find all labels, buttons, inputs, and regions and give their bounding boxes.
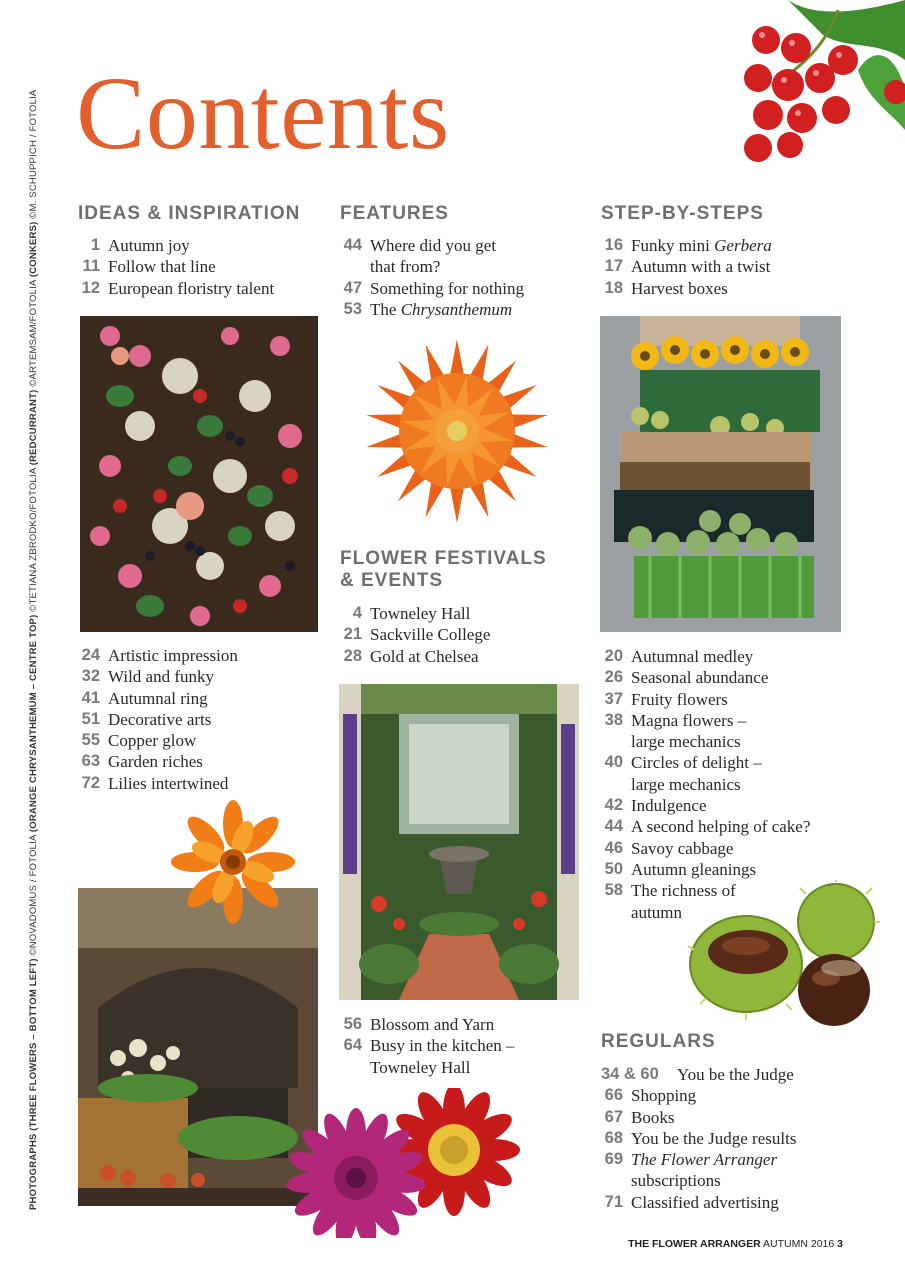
list-item[interactable]: 44 Where did you get that from? — [343, 236, 497, 277]
list-item[interactable]: 72 Lilies intertwined — [81, 773, 229, 793]
list-item[interactable]: 28 Gold at Chelsea — [343, 646, 479, 666]
magazine-name: THE FLOWER ARRANGER — [628, 1238, 761, 1250]
page-number: 3 — [837, 1238, 843, 1250]
list-item[interactable]: 55 Copper glow — [81, 731, 197, 751]
harvest-boxes-photo — [600, 316, 841, 632]
ideas-bottom-list — [78, 645, 328, 794]
list-item[interactable]: 4 Towneley Hall — [352, 604, 471, 623]
list-item[interactable]: 12 European floristry talent — [81, 278, 275, 298]
chelsea-garden-photo — [339, 684, 579, 1000]
marigold-flower-image — [170, 800, 296, 924]
list-item[interactable]: 38 Magna flowers – large mechanics — [604, 710, 747, 752]
ideas-top-list — [78, 235, 328, 299]
list-item[interactable]: 18 Harvest boxes — [604, 278, 728, 298]
list-item[interactable]: 50 Autumn gleanings — [604, 859, 757, 879]
list-item[interactable]: 26 Seasonal abundance — [604, 668, 769, 688]
list-item[interactable]: 21 Sackville College — [343, 625, 491, 645]
photo-credit: PHOTOGRAPHS (THREE FLOWERS – BOTTOM LEFT) ©NOVADOMUS / FOTOLIA (ORANGE CHRYSANTHEMUM – CENTRE TOP) ©TETIANA ZBRODKO/FOTOLIA (REDCURRANT) ©ARTEMSAM/FOTOLIA (CONKERS) ©M. SCHUPPICH / FOTOLIA — [28, 89, 39, 1210]
list-item[interactable]: 63 Garden riches — [81, 752, 203, 772]
redcurrant-image — [728, 0, 905, 170]
list-item[interactable]: 11 Follow that line — [82, 257, 216, 277]
list-item[interactable]: 1 Autumn joy — [90, 236, 190, 255]
list-item[interactable]: 37 Fruity flowers — [604, 689, 728, 709]
list-item[interactable]: 67 Books — [604, 1107, 675, 1127]
festivals-bottom-list — [340, 1014, 590, 1078]
list-item[interactable]: 16 Funky mini Gerbera — [604, 236, 772, 255]
dahlia-and-gerbera-image — [282, 1088, 522, 1238]
list-item[interactable]: 46 Savoy cabbage — [604, 838, 734, 858]
list-item[interactable]: 58 The richness of autumn — [604, 881, 736, 922]
list-item[interactable]: 17 Autumn with a twist — [604, 257, 771, 277]
chrysanthemum-flower-image — [360, 334, 554, 528]
features-list — [340, 235, 590, 320]
section-heading-festivals: FLOWER FESTIVALS & EVENTS — [340, 548, 547, 591]
page-title: Contents — [76, 56, 450, 171]
list-item[interactable]: 32 Wild and funky — [81, 667, 215, 687]
list-item[interactable]: 56 Blossom and Yarn — [343, 1015, 495, 1034]
list-item[interactable]: 71 Classified advertising — [604, 1192, 779, 1212]
section-heading-steps: STEP-BY-STEPS — [601, 203, 764, 224]
list-item[interactable]: 42 Indulgence — [604, 796, 707, 816]
section-heading-ideas: IDEAS & INSPIRATION — [78, 203, 301, 224]
list-item[interactable]: 51 Decorative arts — [81, 709, 212, 729]
list-item[interactable]: 68 You be the Judge results — [604, 1128, 797, 1148]
list-item[interactable]: 20 Autumnal medley — [604, 647, 754, 666]
issue-label: AUTUMN 2016 — [763, 1238, 835, 1250]
list-item[interactable]: 69 The Flower Arranger subscriptions — [604, 1150, 778, 1191]
steps-top-list — [601, 235, 861, 299]
list-item[interactable]: 66 Shopping — [604, 1086, 697, 1106]
wreath-photo — [80, 316, 318, 632]
page-footer — [628, 1238, 843, 1250]
section-heading-features: FEATURES — [340, 203, 449, 224]
list-item[interactable]: 44 A second helping of cake? — [604, 817, 811, 837]
list-item[interactable]: 41 Autumnal ring — [81, 688, 208, 708]
list-item[interactable]: 40 Circles of delight – large mechanics — [604, 753, 762, 794]
festivals-list — [340, 603, 590, 667]
conkers-image — [686, 880, 882, 1026]
list-item[interactable]: 47 Something for nothing — [343, 278, 524, 298]
regulars-list — [601, 1064, 861, 1213]
list-item[interactable]: 53 The Chrysanthemum — [343, 299, 513, 319]
list-item[interactable]: 24 Artistic impression — [81, 646, 238, 665]
section-heading-regulars: REGULARS — [601, 1031, 716, 1052]
list-item[interactable]: 64 Busy in the kitchen – Towneley Hall — [343, 1036, 515, 1077]
list-item[interactable]: 34 & 60 You be the Judge — [601, 1065, 794, 1084]
